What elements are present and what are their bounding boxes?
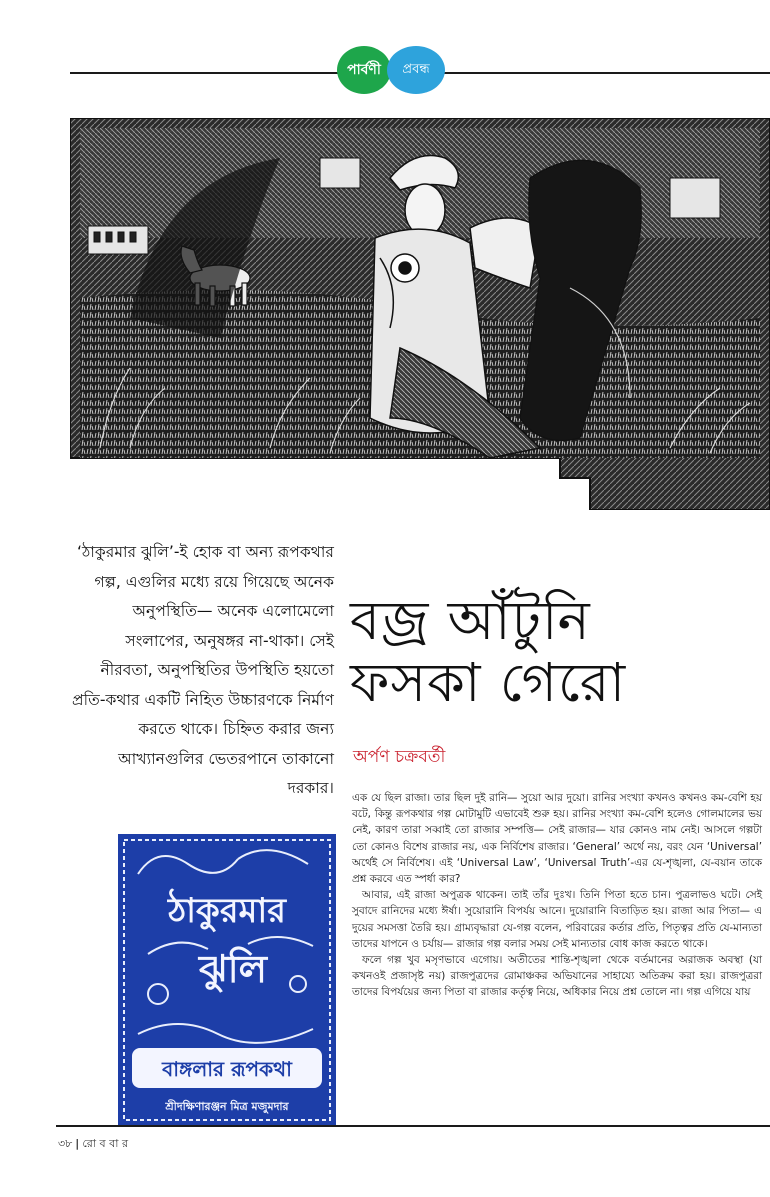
footer-rule xyxy=(56,1125,770,1127)
article-title xyxy=(350,590,760,714)
cover-author: শ্রীদক্ষিণারঞ্জন মিত্র মজুমদার xyxy=(165,1100,289,1113)
body-paragraph-3: ফলে গল্প খুব মসৃণভাবে এগোয়। অতীতের শান্তি-শৃঙ্খলা থেকে বর্তমানের অরাজক অবস্থা (যা কখনওই প্রজাসৃষ্ট নয়) রাজপুত্রদের রোমাঞ্চকর অভিযানের সাহায্যে অতিক্রম করা হয়। রাজপুত্ররা তাদের বিপর্যয়ের জন্য পিতা বা রাজার কর্তৃত্ব নিয়ে, অধিকার নিয়ে প্রশ্ন তোলে না। গল্প এগিয়ে যায় xyxy=(352,954,762,999)
pull-quote: ‘ঠাকুরমার ঝুলি’-ই হোক বা অন্য রূপকথার গল্প, এগুলির মধ্যে রয়ে গিয়েছে অনেক অনুপস্থিতি— অনেক এলোমেলো সংলাপের, অনুষঙ্গর না-থাকা। সেই নীরবতা, অনুপস্থিতির উপস্থিতি হয়তো প্রতি-কথার একটি নিহিত উচ্চারণকে নির্মাণ করতে থাকে। চিহ্নিত করার জন্য আখ্যানগুলির ভেতরপানে তাকানো দরকার। xyxy=(72,543,334,797)
title-line-2: ফসকা গেরো xyxy=(350,651,627,714)
cover-title-top: ঠাকুরমার xyxy=(168,891,286,931)
article-body xyxy=(352,790,762,1001)
article-author: অর্পণ চক্রবর্তী xyxy=(353,747,446,767)
title-line-1: বজ্র আঁটুনি xyxy=(350,589,591,652)
cover-title-mid: ঝুলি xyxy=(199,947,267,991)
section-badge-primary: পার্বণী xyxy=(337,46,391,94)
footer-separator: | xyxy=(75,1137,80,1150)
book-cover-image xyxy=(118,834,336,1126)
section-badge-secondary: প্রবন্ধ xyxy=(387,46,445,94)
page-number: ৩৮ xyxy=(58,1137,73,1150)
body-paragraph-2: আবার, এই রাজা অপুত্রক থাকেন। তাই তাঁর দুঃখ। তিনি পিতা হতে চান। পুত্রলাভও ঘটে। সেই সুবাদে রানিদের মধ্যে ঈর্ষা। সুয়োরানি বিপর্যয় আনে। দুয়োরানি বিতাড়িত হয়। রাজা আর পিতা— এ দুয়ের সমসত্তা তৈরি হয়। গ্রাম্যবৃদ্ধারা যে-গল্প বলেন, পরিবারের কর্তার প্রতি, পিতৃত্বর প্রতি যে-মান্যতা তাদের যাপনে ও চর্যায়— রাজার গল্প বলার সময় সেই মান্যতার বোধ কাজ করতে থাকে। xyxy=(352,889,762,950)
page-footer xyxy=(58,1135,128,1154)
article-illustration xyxy=(70,118,770,510)
publication-name: রো ব বা র xyxy=(82,1137,129,1150)
section-badges xyxy=(337,46,447,94)
body-paragraph-1: এক যে ছিল রাজা। তার ছিল দুই রানি— সুয়ো আর দুয়ো। রানির সংখ্যা কখনও কখনও কম-বেশি হয় বটে, কিন্তু রূপকথার গল্প মোটামুটি এভাবেই শুরু হয়। রানির সংখ্যা কম-বেশি হলেও গোলমালের ভয় নেই, কারণ তারা সব্বাই তো রাজার সম্পত্তি— সেই রাজার— যার কোনও নাম নেই। আসলে গল্পটা তো কোনও বিশেষ রাজার নয়, এক নির্বিশেষ রাজার। ‘General’ অর্থে নয়, বরং যেন ‘Universal’ অর্থেই সে নির্বিশেষ। এই ‘Universal Law’, ‘Universal Truth’-এর যে-শৃঙ্খলা, যে-বয়ান তাকে প্রশ্ন করবে এত স্পর্ধা কার? xyxy=(352,792,762,886)
cover-subtitle: বাঙ্গলার রূপকথা xyxy=(162,1057,292,1081)
